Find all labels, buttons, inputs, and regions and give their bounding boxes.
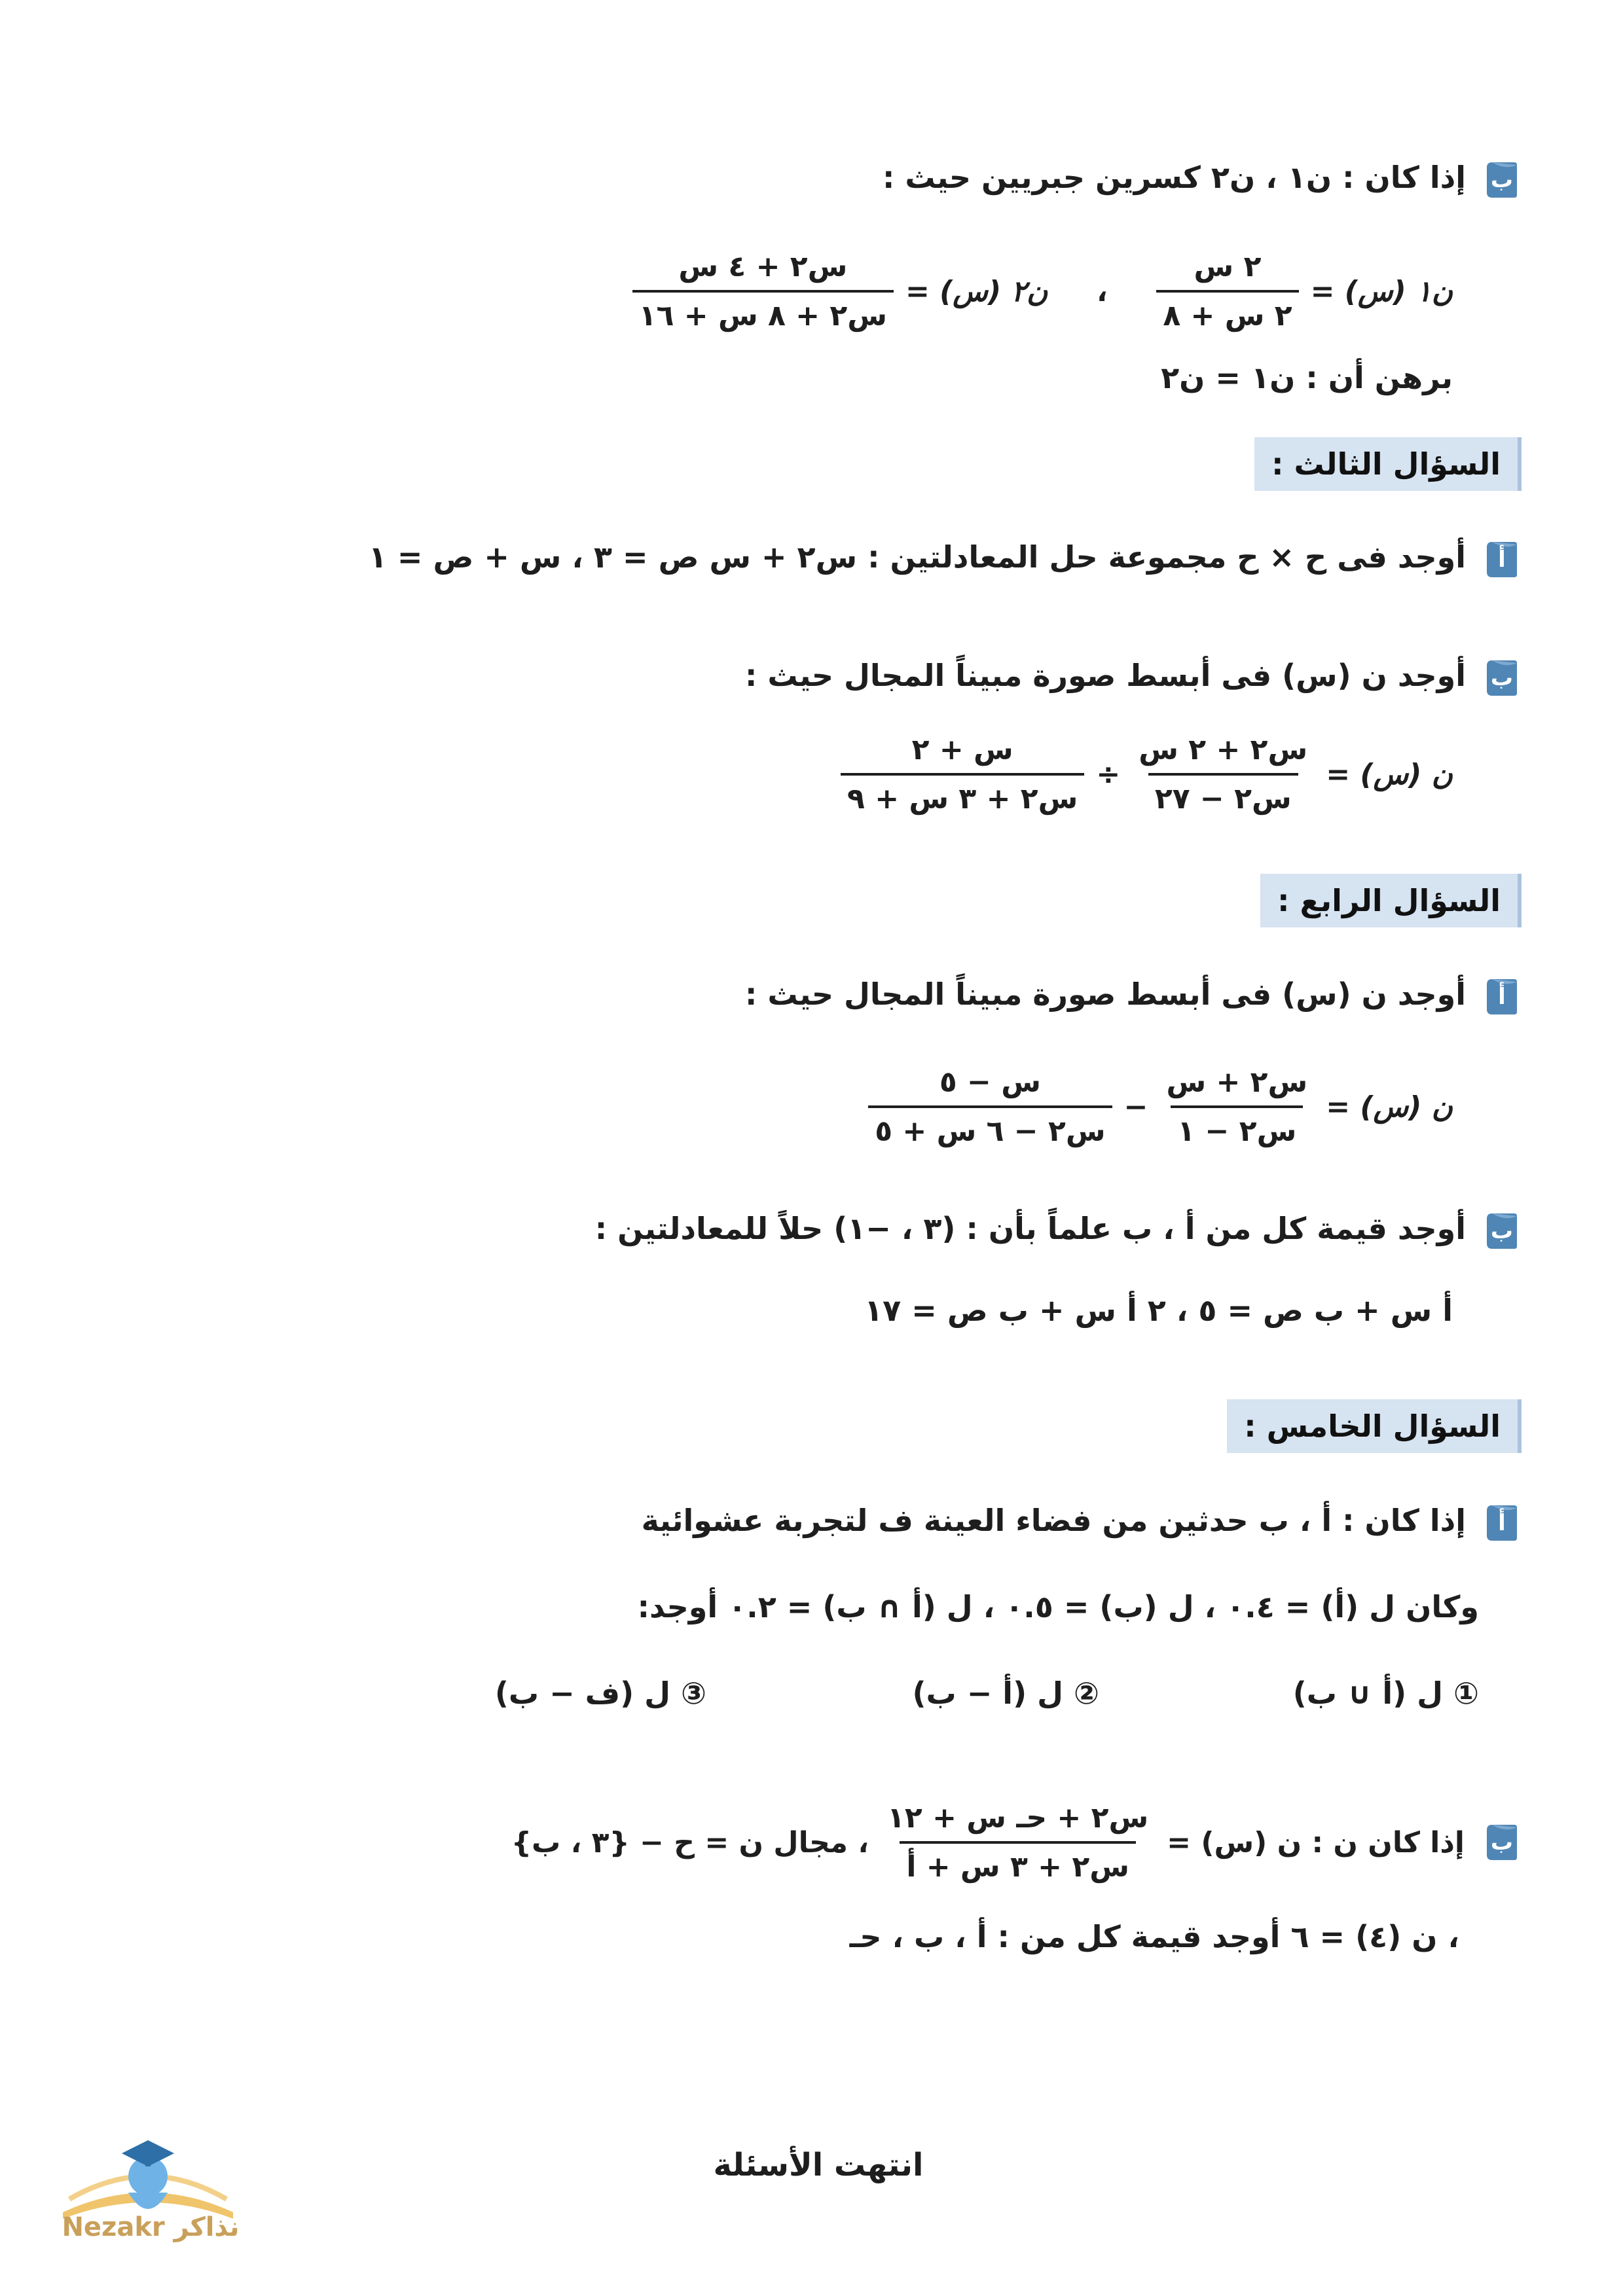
part-a-badge: أ (1486, 541, 1518, 579)
part-b-badge: ب (1486, 161, 1518, 199)
part-b-badge: ب (1486, 1823, 1518, 1861)
q4-part-b-equations: أ س + ب ص = ٥ ، ٢ أ س + ب ص = ١٧ (864, 1293, 1453, 1328)
q5-part-b-line2: ، ن (٤) = ٦ أوجد قيمة كل من : أ ، ب ، حـ (849, 1919, 1459, 1954)
q5-part-b-expression: ب إذا كان ن : ن (س) = $\frac{\text{س٢ + حـ س + ١٢}}{\text{س٢ + ٣ س + أ}}$ ، مجال ن = ح − {٣ ، ب} (511, 1801, 1518, 1884)
n1-lhs: ن١ (س) = (1310, 274, 1453, 308)
q4-heading: السؤال الرابع : (1260, 874, 1522, 927)
q4-part-b-intro: ب أوجد قيمة كل من أ ، ب علماً بأن : (٣ ، −١) حلاً للمعادلتين : (595, 1211, 1518, 1250)
part-a-badge: أ (1486, 1504, 1518, 1542)
q3-part-a: أ أوجد فى ح × ح مجموعة حل المعادلتين : س٢ + س ص = ٣ ، س + ص = ١ (369, 539, 1518, 579)
q3-part-b-intro: ب أوجد ن (س) فى أبسط صورة مبيناً المجال حيث : (745, 658, 1518, 697)
n2-lhs: ن٢ (س) = (905, 274, 1048, 308)
q3-heading: السؤال الثالث : (1254, 437, 1522, 491)
end-of-questions: انتهت الأسئلة (713, 2147, 924, 2183)
q4-part-a-expression: ن (س) = $\frac{\text{س٢ + س}}{\text{س٢ − ١}}$ − $\frac{\text{س − ٥}}{\text{س٢ − ٦ س + ٥}}$ (868, 1066, 1453, 1148)
q4-part-a-intro: أ أوجد ن (س) فى أبسط صورة مبيناً المجال حيث : (745, 977, 1518, 1016)
operator: − (1123, 1090, 1148, 1124)
part-b-badge: ب (1486, 1212, 1518, 1250)
q3-part-b-expression: ن (س) = $\frac{\text{س٢ + ٢ س}}{\text{س٢ − ٢٧}}$ ÷ $\frac{\text{س + ٢}}{\text{س٢ + ٣ س + ٩}}$ (841, 733, 1453, 816)
fraction-1: $\frac{\text{س٢ + ٢ س}}{\text{س٢ − ٢٧}}$ (1139, 733, 1308, 816)
part-a-badge: أ (1486, 978, 1518, 1016)
logo-text: Nezakr نذاكر (62, 2212, 240, 2242)
fraction-2: $\frac{\text{س + ٢}}{\text{س٢ + ٣ س + ٩}}$ (841, 733, 1084, 816)
q2-part-b-intro: ب إذا كان : ن١ ، ن٢ كسرين جبريين حيث : (883, 160, 1518, 199)
part-b-badge: ب (1486, 659, 1518, 697)
q2-part-b-definitions (632, 250, 1453, 332)
n2-fraction: $\frac{\text{س٢ + ٤ س}}{\text{س٢ + ٨ س + ١٦}}$ (632, 250, 894, 332)
q5-item-2: ② ل (أ − ب) (912, 1676, 1099, 1711)
fraction: $\frac{\text{س٢ + حـ س + ١٢}}{\text{س٢ + ٣ س + أ}}$ (887, 1801, 1149, 1884)
q5-part-a-intro: أ إذا كان : أ ، ب حدثين من فضاء العينة ف لتجربة عشوائية (642, 1503, 1518, 1542)
n1-fraction: $\frac{\text{٢ س}}{\text{٢ س + ٨}}$ (1156, 250, 1298, 332)
separator: ، (1096, 274, 1108, 308)
q5-item-3: ③ ل (ف − ب) (494, 1676, 706, 1711)
q5-item-1: ① ل (أ ∪ ب) (1292, 1676, 1479, 1711)
q2-prove: برهن أن : ن١ = ن٢ (1161, 360, 1453, 395)
operator: ÷ (1096, 757, 1121, 791)
q5-part-a-given: وكان ل (أ) = ٠.٤ ، ل (ب) = ٠.٥ ، ل (أ ∩ ب) = ٠.٢ أوجد: (637, 1589, 1479, 1624)
fraction-1: $\frac{\text{س٢ + س}}{\text{س٢ − ١}}$ (1166, 1066, 1308, 1148)
fraction-2: $\frac{\text{س − ٥}}{\text{س٢ − ٦ س + ٥}}$ (868, 1066, 1112, 1148)
q5-heading: السؤال الخامس : (1227, 1399, 1522, 1453)
